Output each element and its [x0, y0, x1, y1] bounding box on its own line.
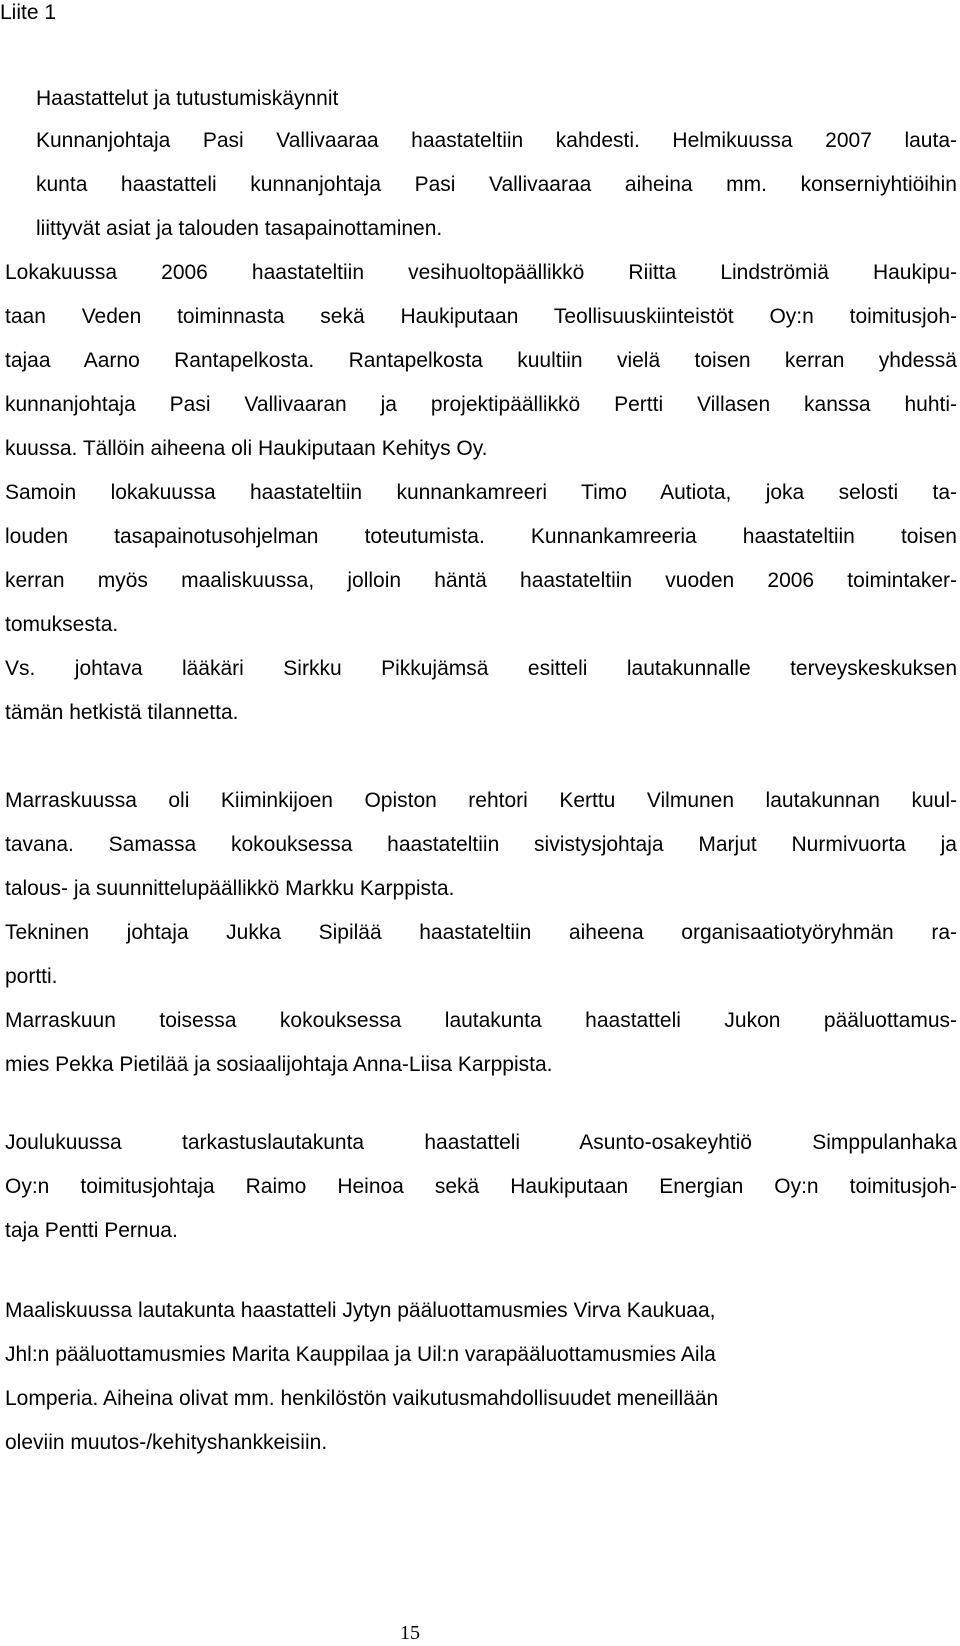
paragraph-line: Jhl:n pääluottamusmies Marita Kauppilaa ja Uil:n varapääluottamusmies Aila	[5, 1343, 716, 1366]
paragraph-line: Joulukuussa tarkastuslautakunta haastatteli Asunto-osakeyhtiö Simppulanhaka	[5, 1131, 957, 1154]
paragraph-line: tajaa Aarno Rantapelkosta. Rantapelkosta kuultiin vielä toisen kerran yhdessä	[5, 349, 957, 372]
paragraph-line: Marraskuun toisessa kokouksessa lautakunta haastatteli Jukon pääluottamus-	[5, 1009, 957, 1032]
paragraph-line: oleviin muutos-/kehityshankkeisiin.	[5, 1431, 328, 1454]
paragraph-line: Kunnanjohtaja Pasi Vallivaaraa haastateltiin kahdesti. Helmikuussa 2007 lauta-	[36, 129, 957, 152]
paragraph-line: louden tasapainotusohjelman toteutumista. Kunnankamreeria haastateltiin toisen	[5, 525, 957, 548]
paragraph-line: Tekninen johtaja Jukka Sipilää haastateltiin aiheena organisaatiotyöryhmän ra-	[5, 921, 957, 944]
paragraph-line: kunta haastatteli kunnanjohtaja Pasi Vallivaaraa aiheina mm. konserniyhtiöihin	[36, 173, 957, 196]
paragraph-line: liittyvät asiat ja talouden tasapainottaminen.	[36, 217, 443, 240]
page-header: Liite 1	[0, 1, 57, 24]
paragraph-line: Marraskuussa oli Kiiminkijoen Opiston rehtori Kerttu Vilmunen lautakunnan kuul-	[5, 789, 957, 812]
paragraph-line: Lokakuussa 2006 haastateltiin vesihuoltopäällikkö Riitta Lindströmiä Haukipu-	[5, 261, 957, 284]
paragraph-line: kerran myös maaliskuussa, jolloin häntä haastateltiin vuoden 2006 toimintaker-	[5, 569, 957, 592]
paragraph-line: kunnanjohtaja Pasi Vallivaaran ja projektipäällikkö Pertti Villasen kanssa huhti-	[5, 393, 957, 416]
page-number: 15	[400, 1622, 420, 1644]
paragraph-line: Vs. johtava lääkäri Sirkku Pikkujämsä esitteli lautakunnalle terveyskeskuksen	[5, 657, 957, 680]
paragraph-line: tämän hetkistä tilannetta.	[5, 701, 239, 724]
paragraph-line: Oy:n toimitusjohtaja Raimo Heinoa sekä Haukiputaan Energian Oy:n toimitusjoh-	[5, 1175, 957, 1198]
paragraph-line: tavana. Samassa kokouksessa haastateltiin sivistysjohtaja Marjut Nurmivuorta ja	[5, 833, 957, 856]
paragraph-line: Samoin lokakuussa haastateltiin kunnankamreeri Timo Autiota, joka selosti ta-	[5, 481, 957, 504]
paragraph-line: talous- ja suunnittelupäällikkö Markku Karppista.	[5, 877, 455, 900]
paragraph-line: kuussa. Tällöin aiheena oli Haukiputaan Kehitys Oy.	[5, 437, 488, 460]
paragraph-line: Lomperia. Aiheina olivat mm. henkilöstön vaikutusmahdollisuudet meneillään	[5, 1387, 719, 1410]
paragraph-line: tomuksesta.	[5, 613, 119, 636]
paragraph-line: taan Veden toiminnasta sekä Haukiputaan Teollisuuskiinteistöt Oy:n toimitusjoh-	[5, 305, 957, 328]
paragraph-line: Maaliskuussa lautakunta haastatteli Jytyn pääluottamusmies Virva Kaukuaa,	[5, 1299, 716, 1322]
paragraph-line: portti.	[5, 965, 58, 988]
section-title: Haastattelut ja tutustumiskäynnit	[36, 87, 339, 110]
paragraph-line: mies Pekka Pietilää ja sosiaalijohtaja Anna-Liisa Karppista.	[5, 1053, 553, 1076]
paragraph-line: taja Pentti Pernua.	[5, 1219, 178, 1242]
